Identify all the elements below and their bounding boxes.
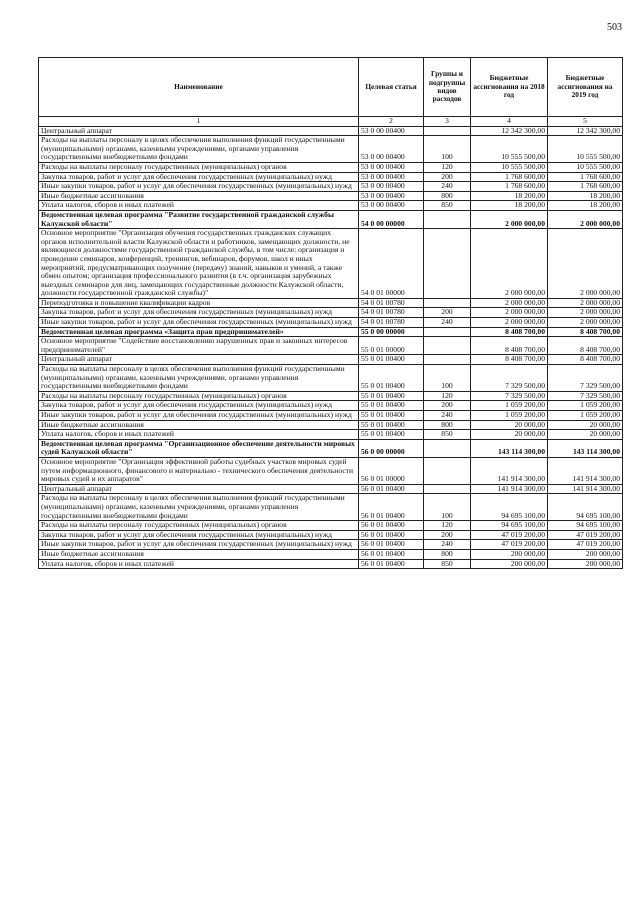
row-target-cell: 53 0 00 00400 bbox=[359, 191, 424, 201]
row-target-cell: 53 0 00 00400 bbox=[359, 126, 424, 136]
row-group-cell: 200 bbox=[424, 401, 471, 411]
row-2018-cell: 94 695 100,00 bbox=[471, 494, 548, 521]
row-name-cell: Уплата налогов, сборов и иных платежей bbox=[39, 430, 359, 440]
row-2018-cell: 141 914 300,00 bbox=[471, 484, 548, 494]
header-2019: Бюджетные ассигнования на 2019 год bbox=[548, 58, 623, 117]
row-group-cell: 850 bbox=[424, 559, 471, 569]
table-row bbox=[39, 439, 623, 457]
row-2018-cell: 2 000 000,00 bbox=[471, 229, 548, 299]
row-2018-cell: 8 408 700,00 bbox=[471, 355, 548, 365]
table-row bbox=[39, 540, 623, 550]
row-group-cell bbox=[424, 439, 471, 457]
table-row bbox=[39, 430, 623, 440]
row-2018-cell: 20 000,00 bbox=[471, 430, 548, 440]
row-name-cell: Закупка товаров, работ и услуг для обеспечения государственных (муниципальных) нужд bbox=[39, 172, 359, 182]
row-name-cell: Иные бюджетные ассигнования bbox=[39, 549, 359, 559]
row-group-cell: 240 bbox=[424, 182, 471, 192]
row-group-cell: 120 bbox=[424, 521, 471, 531]
row-2018-cell: 2 000 000,00 bbox=[471, 318, 548, 328]
row-group-cell: 850 bbox=[424, 430, 471, 440]
row-name-cell: Расходы на выплаты персоналу в целях обеспечения выполнения функций государственными (муниципальными) органами, казенными учреждениями, органами управления государственными внебюджетными фондами bbox=[39, 365, 359, 392]
row-2018-cell: 47 019 200,00 bbox=[471, 540, 548, 550]
row-name-cell: Закупка товаров, работ и услуг для обеспечения государственных (муниципальных) нужд bbox=[39, 530, 359, 540]
row-target-cell: 53 0 00 00400 bbox=[359, 162, 424, 172]
row-2019-cell: 18 200,00 bbox=[548, 201, 623, 211]
row-2019-cell: 1 059 200,00 bbox=[548, 411, 623, 421]
header-row bbox=[39, 58, 623, 117]
row-target-cell: 54 0 01 00780 bbox=[359, 308, 424, 318]
table-row bbox=[39, 337, 623, 355]
row-name-cell: Расходы на выплаты персоналу в целях обеспечения выполнения функций государственными (муниципальными) органами, казенными учреждениями, органами управления государственными внебюджетными фондами bbox=[39, 136, 359, 163]
row-2018-cell: 18 200,00 bbox=[471, 191, 548, 201]
row-2019-cell: 47 019 200,00 bbox=[548, 530, 623, 540]
row-target-cell: 55 0 01 00400 bbox=[359, 355, 424, 365]
row-group-cell: 100 bbox=[424, 494, 471, 521]
col-num-4: 4 bbox=[471, 117, 548, 127]
row-target-cell: 55 0 01 00400 bbox=[359, 365, 424, 392]
row-2018-cell: 47 019 200,00 bbox=[471, 530, 548, 540]
row-2018-cell: 1 059 200,00 bbox=[471, 411, 548, 421]
row-group-cell: 200 bbox=[424, 308, 471, 318]
table-row bbox=[39, 391, 623, 401]
row-2019-cell: 8 408 700,00 bbox=[548, 355, 623, 365]
table-row bbox=[39, 201, 623, 211]
row-2019-cell: 18 200,00 bbox=[548, 191, 623, 201]
row-name-cell: Центральный аппарат bbox=[39, 355, 359, 365]
row-2019-cell: 2 000 000,00 bbox=[548, 210, 623, 228]
row-target-cell: 55 0 01 00400 bbox=[359, 430, 424, 440]
row-target-cell: 56 0 01 00400 bbox=[359, 521, 424, 531]
col-num-2: 2 bbox=[359, 117, 424, 127]
table-row bbox=[39, 420, 623, 430]
row-2019-cell: 141 914 300,00 bbox=[548, 457, 623, 484]
row-2018-cell: 2 000 000,00 bbox=[471, 298, 548, 308]
row-name-cell: Иные закупки товаров, работ и услуг для обеспечения государственных (муниципальных) нужд bbox=[39, 540, 359, 550]
row-group-cell bbox=[424, 229, 471, 299]
row-group-cell: 240 bbox=[424, 411, 471, 421]
table-row bbox=[39, 549, 623, 559]
row-group-cell: 240 bbox=[424, 540, 471, 550]
row-group-cell bbox=[424, 337, 471, 355]
row-2019-cell: 8 408 700,00 bbox=[548, 337, 623, 355]
row-name-cell: Переподготовка и повышение квалификации кадров bbox=[39, 298, 359, 308]
table-row bbox=[39, 308, 623, 318]
row-target-cell: 56 0 01 00400 bbox=[359, 530, 424, 540]
row-target-cell: 56 0 01 00400 bbox=[359, 540, 424, 550]
table-row bbox=[39, 494, 623, 521]
row-2018-cell: 2 000 000,00 bbox=[471, 210, 548, 228]
row-target-cell: 53 0 00 00400 bbox=[359, 136, 424, 163]
header-name: Наименование bbox=[39, 58, 359, 117]
table-row bbox=[39, 327, 623, 337]
row-name-cell: Расходы на выплаты персоналу государственных (муниципальных) органов bbox=[39, 391, 359, 401]
row-2018-cell: 200 000,00 bbox=[471, 559, 548, 569]
header-group: Группы и подгруппы видов расходов bbox=[424, 58, 471, 117]
header-2018: Бюджетные ассигнования на 2018 год bbox=[471, 58, 548, 117]
table-body bbox=[39, 126, 623, 569]
row-2018-cell: 18 200,00 bbox=[471, 201, 548, 211]
row-target-cell: 54 0 01 00780 bbox=[359, 298, 424, 308]
table-row bbox=[39, 521, 623, 531]
row-group-cell: 800 bbox=[424, 420, 471, 430]
row-group-cell: 800 bbox=[424, 549, 471, 559]
row-2018-cell: 8 408 700,00 bbox=[471, 327, 548, 337]
table-row bbox=[39, 210, 623, 228]
row-2019-cell: 1 768 600,00 bbox=[548, 182, 623, 192]
row-2019-cell: 1 768 600,00 bbox=[548, 172, 623, 182]
row-group-cell bbox=[424, 210, 471, 228]
row-target-cell: 54 0 01 00000 bbox=[359, 229, 424, 299]
row-group-cell: 800 bbox=[424, 191, 471, 201]
row-group-cell: 850 bbox=[424, 201, 471, 211]
row-2018-cell: 2 000 000,00 bbox=[471, 308, 548, 318]
row-name-cell: Центральный аппарат bbox=[39, 484, 359, 494]
table-row bbox=[39, 530, 623, 540]
row-2018-cell: 1 768 600,00 bbox=[471, 182, 548, 192]
row-target-cell: 53 0 00 00400 bbox=[359, 182, 424, 192]
row-target-cell: 56 0 00 00000 bbox=[359, 439, 424, 457]
row-2018-cell: 1 059 200,00 bbox=[471, 401, 548, 411]
row-target-cell: 56 0 01 00400 bbox=[359, 494, 424, 521]
table-row bbox=[39, 318, 623, 328]
row-group-cell: 100 bbox=[424, 365, 471, 392]
row-target-cell: 56 0 01 00000 bbox=[359, 457, 424, 484]
row-name-cell: Расходы на выплаты персоналу государственных (муниципальных) органов bbox=[39, 521, 359, 531]
row-2019-cell: 2 000 000,00 bbox=[548, 308, 623, 318]
table-row bbox=[39, 162, 623, 172]
row-target-cell: 55 0 01 00400 bbox=[359, 420, 424, 430]
row-name-cell: Иные закупки товаров, работ и услуг для обеспечения государственных (муниципальных) нужд bbox=[39, 182, 359, 192]
row-target-cell: 53 0 00 00400 bbox=[359, 172, 424, 182]
header-target: Целевая статья bbox=[359, 58, 424, 117]
row-target-cell: 56 0 01 00400 bbox=[359, 549, 424, 559]
row-group-cell bbox=[424, 126, 471, 136]
row-target-cell: 56 0 01 00400 bbox=[359, 484, 424, 494]
row-target-cell: 55 0 01 00400 bbox=[359, 391, 424, 401]
row-name-cell: Иные закупки товаров, работ и услуг для обеспечения государственных (муниципальных) нужд bbox=[39, 411, 359, 421]
row-name-cell: Центральный аппарат bbox=[39, 126, 359, 136]
row-2018-cell: 200 000,00 bbox=[471, 549, 548, 559]
budget-table bbox=[38, 57, 623, 569]
table-row bbox=[39, 365, 623, 392]
row-name-cell: Основное мероприятие "Организация эффективной работы судебных участков мировых судей путем информационного, финансового и материально - технического обеспечения деятельности мировых судей и их аппаратов" bbox=[39, 457, 359, 484]
row-name-cell: Ведомственная целевая программа «Защита прав предпринимателей» bbox=[39, 327, 359, 337]
row-2019-cell: 7 329 500,00 bbox=[548, 365, 623, 392]
row-2019-cell: 2 000 000,00 bbox=[548, 318, 623, 328]
row-2019-cell: 2 000 000,00 bbox=[548, 229, 623, 299]
table-row bbox=[39, 191, 623, 201]
row-2019-cell: 1 059 200,00 bbox=[548, 401, 623, 411]
row-target-cell: 56 0 01 00400 bbox=[359, 559, 424, 569]
row-group-cell bbox=[424, 484, 471, 494]
table-row bbox=[39, 182, 623, 192]
row-name-cell: Иные бюджетные ассигнования bbox=[39, 420, 359, 430]
row-2019-cell: 94 695 100,00 bbox=[548, 521, 623, 531]
row-target-cell: 54 0 00 00000 bbox=[359, 210, 424, 228]
row-target-cell: 55 0 01 00400 bbox=[359, 401, 424, 411]
row-2019-cell: 47 019 200,00 bbox=[548, 540, 623, 550]
row-name-cell: Закупка товаров, работ и услуг для обеспечения государственных (муниципальных) нужд bbox=[39, 401, 359, 411]
row-2018-cell: 8 408 700,00 bbox=[471, 337, 548, 355]
table-row bbox=[39, 136, 623, 163]
row-2019-cell: 20 000,00 bbox=[548, 420, 623, 430]
row-2019-cell: 20 000,00 bbox=[548, 430, 623, 440]
row-2019-cell: 10 555 500,00 bbox=[548, 136, 623, 163]
row-name-cell: Ведомственная целевая программа "Развитие государственной гражданской службы Калужской области" bbox=[39, 210, 359, 228]
row-2019-cell: 143 114 300,00 bbox=[548, 439, 623, 457]
row-name-cell: Уплата налогов, сборов и иных платежей bbox=[39, 559, 359, 569]
table-row bbox=[39, 298, 623, 308]
row-2018-cell: 94 695 100,00 bbox=[471, 521, 548, 531]
row-name-cell: Закупка товаров, работ и услуг для обеспечения государственных (муниципальных) нужд bbox=[39, 308, 359, 318]
row-name-cell: Расходы на выплаты персоналу в целях обеспечения выполнения функций государственными (муниципальными) органами, казенными учреждениями, органами управления государственными внебюджетными фондами bbox=[39, 494, 359, 521]
table-row bbox=[39, 401, 623, 411]
col-num-1: 1 bbox=[39, 117, 359, 127]
row-name-cell: Расходы на выплаты персоналу государственных (муниципальных) органов bbox=[39, 162, 359, 172]
row-2018-cell: 20 000,00 bbox=[471, 420, 548, 430]
row-2018-cell: 1 768 600,00 bbox=[471, 172, 548, 182]
table-row bbox=[39, 411, 623, 421]
row-target-cell: 55 0 01 00400 bbox=[359, 411, 424, 421]
row-2018-cell: 12 342 300,00 bbox=[471, 126, 548, 136]
row-name-cell: Уплата налогов, сборов и иных платежей bbox=[39, 201, 359, 211]
row-target-cell: 54 0 01 00780 bbox=[359, 318, 424, 328]
row-2018-cell: 7 329 500,00 bbox=[471, 365, 548, 392]
row-2018-cell: 10 555 500,00 bbox=[471, 136, 548, 163]
row-name-cell: Ведомственная целевая программа "Организационное обеспечение деятельности мировых судей Калужской области" bbox=[39, 439, 359, 457]
row-group-cell bbox=[424, 298, 471, 308]
page-number: 503 bbox=[607, 22, 622, 33]
row-group-cell bbox=[424, 355, 471, 365]
row-group-cell: 120 bbox=[424, 162, 471, 172]
table-row bbox=[39, 355, 623, 365]
column-number-row bbox=[39, 117, 623, 127]
table-row bbox=[39, 172, 623, 182]
row-group-cell bbox=[424, 327, 471, 337]
col-num-5: 5 bbox=[548, 117, 623, 127]
row-group-cell: 100 bbox=[424, 136, 471, 163]
table-row bbox=[39, 559, 623, 569]
row-2019-cell: 141 914 300,00 bbox=[548, 484, 623, 494]
row-name-cell: Основное мероприятие "Организация обучения государственных гражданских служащих органов исполнительной власти Калужской области и работников, замещающих должности, не являющиеся должностями государственной гражданской службы, в том числе: организация и проведение семинаров, конференций, тренингов, вебинаров, форумов, школ и иных мероприятий, предусматривающих получение (передачу) знаний, навыков и умений, а также обмен опытом; организация профессионального развития (в т.ч. организация зарубежных выездных семинаров для лиц, замещающих государственные должности Калужской области, должности государственной гражданской службы)" bbox=[39, 229, 359, 299]
row-group-cell: 240 bbox=[424, 318, 471, 328]
row-group-cell: 200 bbox=[424, 530, 471, 540]
table-row bbox=[39, 229, 623, 299]
row-2019-cell: 200 000,00 bbox=[548, 559, 623, 569]
row-name-cell: Иные бюджетные ассигнования bbox=[39, 191, 359, 201]
row-group-cell: 200 bbox=[424, 172, 471, 182]
col-num-3: 3 bbox=[424, 117, 471, 127]
table-row bbox=[39, 457, 623, 484]
row-name-cell: Основное мероприятие "Содействие восстановлению нарушенных прав и законных интересов предпринимателей" bbox=[39, 337, 359, 355]
row-group-cell bbox=[424, 457, 471, 484]
row-target-cell: 53 0 00 00400 bbox=[359, 201, 424, 211]
row-2019-cell: 200 000,00 bbox=[548, 549, 623, 559]
row-2018-cell: 143 114 300,00 bbox=[471, 439, 548, 457]
row-2019-cell: 94 695 100,00 bbox=[548, 494, 623, 521]
row-group-cell: 120 bbox=[424, 391, 471, 401]
row-2018-cell: 141 914 300,00 bbox=[471, 457, 548, 484]
table-row bbox=[39, 484, 623, 494]
row-2019-cell: 8 408 700,00 bbox=[548, 327, 623, 337]
row-target-cell: 55 0 00 00000 bbox=[359, 327, 424, 337]
row-2019-cell: 12 342 300,00 bbox=[548, 126, 623, 136]
row-2018-cell: 10 555 500,00 bbox=[471, 162, 548, 172]
row-2019-cell: 2 000 000,00 bbox=[548, 298, 623, 308]
row-2019-cell: 7 329 500,00 bbox=[548, 391, 623, 401]
row-2018-cell: 7 329 500,00 bbox=[471, 391, 548, 401]
row-2019-cell: 10 555 500,00 bbox=[548, 162, 623, 172]
row-target-cell: 55 0 01 00000 bbox=[359, 337, 424, 355]
row-name-cell: Иные закупки товаров, работ и услуг для обеспечения государственных (муниципальных) нужд bbox=[39, 318, 359, 328]
table-row bbox=[39, 126, 623, 136]
